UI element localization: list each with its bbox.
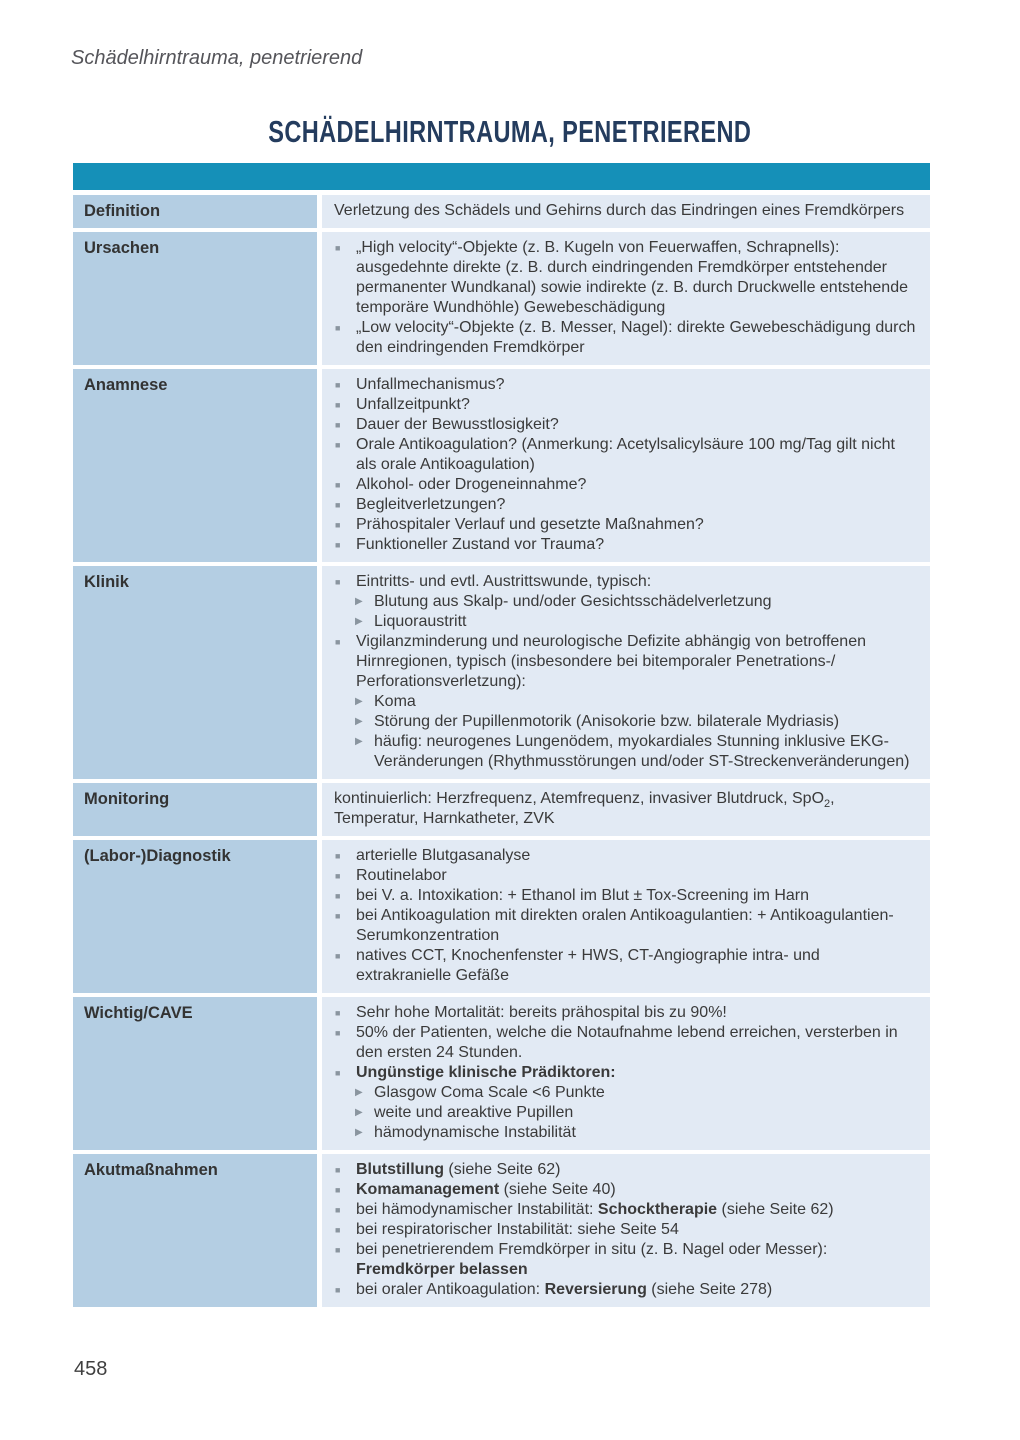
- item-text: [356, 846, 916, 866]
- row-content: [322, 783, 930, 836]
- item-text: [374, 612, 916, 632]
- text-run: arterielle Blutgasanalyse: [356, 847, 531, 864]
- triangle-bullet-icon: ▶: [355, 1107, 363, 1118]
- text-run: (siehe Seite 62): [443, 1161, 561, 1178]
- running-header: Schädelhirntrauma, penetrierend: [71, 47, 363, 69]
- bullet-item: [334, 1180, 916, 1200]
- sub-bullet-item: [355, 1083, 916, 1103]
- bullet-item: [334, 435, 916, 475]
- table-header-bar: [73, 163, 930, 190]
- table-row: [73, 195, 930, 228]
- text-run: bei hämodynamischer Instabilität:: [356, 1201, 598, 1218]
- item-text: [356, 475, 916, 495]
- table-row: [73, 840, 930, 993]
- square-bullet-icon: ■: [335, 380, 341, 390]
- item-text: [334, 201, 916, 221]
- bullet-item: [334, 1240, 916, 1280]
- bullet-item: [334, 1200, 916, 1220]
- text-run: Orale Antikoagulation? (Anmerkung: Acetylsalicylsäure 100 mg/Tag gilt nicht als orale Antikoagulation): [356, 436, 895, 473]
- item-text: [356, 238, 916, 318]
- item-text: [356, 1003, 916, 1023]
- square-bullet-icon: ■: [335, 951, 341, 961]
- row-content: [322, 566, 930, 779]
- item-text: [356, 866, 916, 886]
- text-run: bei oraler Antikoagulation:: [356, 1281, 545, 1298]
- square-bullet-icon: ■: [335, 323, 341, 333]
- bullet-item: [334, 515, 916, 535]
- bullet-item: [334, 1063, 916, 1083]
- bullet-item: [334, 866, 916, 886]
- bullet-item: [334, 395, 916, 415]
- table-row: [73, 566, 930, 779]
- text-run: Vigilanzminderung und neurologische Defizite abhängig von betroffenen Hirnregionen, typisch (insbesondere bei bitemporaler Penetrations-/ Perforationsverletzung):: [356, 633, 866, 690]
- item-text: [374, 1103, 916, 1123]
- text-line: [334, 201, 916, 221]
- text-run: bei penetrierendem Fremdkörper in situ (z. B. Nagel oder Messer):: [356, 1241, 828, 1258]
- text-run: , Temperatur, Harnkatheter, ZVK: [334, 790, 835, 827]
- triangle-bullet-icon: ▶: [355, 596, 363, 607]
- table-row: [73, 1154, 930, 1307]
- item-text: [356, 572, 916, 592]
- square-bullet-icon: ■: [335, 480, 341, 490]
- item-text: [374, 692, 916, 712]
- bullet-item: [334, 886, 916, 906]
- row-label: (Labor-)Diagnostik: [73, 840, 317, 993]
- square-bullet-icon: ■: [335, 420, 341, 430]
- text-run: Glasgow Coma Scale <6 Punkte: [374, 1084, 605, 1101]
- text-run: (siehe Seite 40): [499, 1181, 616, 1198]
- square-bullet-icon: ■: [335, 540, 341, 550]
- square-bullet-icon: ■: [335, 243, 341, 253]
- item-text: [356, 415, 916, 435]
- triangle-bullet-icon: ▶: [355, 1127, 363, 1138]
- info-table: [73, 163, 930, 1311]
- text-run: Unfallmechanismus?: [356, 376, 505, 393]
- row-content: [322, 195, 930, 228]
- text-run: Eintritts- und evtl. Austrittswunde, typisch:: [356, 573, 652, 590]
- row-content: [322, 1154, 930, 1307]
- text-run: kontinuierlich: Herzfrequenz, Atemfrequenz, invasiver Blutdruck, SpO: [334, 790, 825, 807]
- text-run: Koma: [374, 693, 416, 710]
- square-bullet-icon: ■: [335, 1008, 341, 1018]
- page-title-text: SCHÄDELHIRNTRAUMA, PENETRIEREND: [268, 114, 752, 149]
- bullet-item: [334, 495, 916, 515]
- text-run: Alkohol- oder Drogeneinnahme?: [356, 476, 587, 493]
- item-text: [374, 1123, 916, 1143]
- row-label: Akutmaßnahmen: [73, 1154, 317, 1307]
- text-run: 50% der Patienten, welche die Notaufnahme lebend erreichen, versterben in den ersten 24 Stunden.: [356, 1024, 898, 1061]
- item-text: [356, 1200, 916, 1220]
- item-text: [356, 375, 916, 395]
- text-run: Liquoraustritt: [374, 613, 467, 630]
- item-text: [356, 1180, 916, 1200]
- page-number: 458: [74, 1358, 108, 1380]
- bullet-item: [334, 535, 916, 555]
- item-text: [374, 712, 916, 732]
- bullet-item: [334, 238, 916, 318]
- text-run: Unfallzeitpunkt?: [356, 396, 470, 413]
- text-run: bei V. a. Intoxikation: + Ethanol im Blut ± Tox-Screening im Harn: [356, 887, 810, 904]
- text-run: Verletzung des Schädels und Gehirns durch das Eindringen eines Fremdkörpers: [334, 202, 905, 219]
- square-bullet-icon: ■: [335, 1028, 341, 1038]
- text-run: weite und areaktive Pupillen: [374, 1104, 574, 1121]
- square-bullet-icon: ■: [335, 891, 341, 901]
- text-run: Blutstillung: [356, 1161, 444, 1178]
- row-content: [322, 369, 930, 562]
- item-text: [356, 1220, 916, 1240]
- row-label: Definition: [73, 195, 317, 228]
- row-content: [322, 997, 930, 1150]
- sub-bullet-item: [355, 1103, 916, 1123]
- row-content: [322, 232, 930, 365]
- table-row: [73, 369, 930, 562]
- square-bullet-icon: ■: [335, 400, 341, 410]
- text-run: Reversierung: [544, 1281, 647, 1298]
- item-text: [356, 1023, 916, 1063]
- bullet-item: [334, 846, 916, 866]
- row-content: [322, 840, 930, 993]
- text-run: Blutung aus Skalp- und/oder Gesichtsschädelverletzung: [374, 593, 772, 610]
- square-bullet-icon: ■: [335, 1225, 341, 1235]
- sub-bullet-item: [355, 712, 916, 732]
- square-bullet-icon: ■: [335, 1068, 341, 1078]
- text-run: (siehe Seite 278): [646, 1281, 773, 1298]
- bullet-item: [334, 632, 916, 692]
- square-bullet-icon: ■: [335, 1185, 341, 1195]
- item-text: [334, 789, 916, 829]
- text-line: [334, 789, 916, 829]
- item-text: [356, 1280, 916, 1300]
- square-bullet-icon: ■: [335, 440, 341, 450]
- sub-bullet-item: [355, 612, 916, 632]
- sub-bullet-item: [355, 692, 916, 712]
- item-text: [356, 395, 916, 415]
- sub-bullet-item: [355, 592, 916, 612]
- page-title: [0, 113, 1020, 150]
- bullet-item: [334, 1220, 916, 1240]
- bullet-item: [334, 1160, 916, 1180]
- table-row: [73, 783, 930, 836]
- sub-bullet-item: [355, 1123, 916, 1143]
- text-run: Komamanagement: [356, 1181, 500, 1198]
- square-bullet-icon: ■: [335, 1205, 341, 1215]
- bullet-item: [334, 906, 916, 946]
- item-text: [356, 1240, 916, 1280]
- text-run: bei respiratorischer Instabilität: siehe Seite 54: [356, 1221, 679, 1238]
- text-run: Routinelabor: [356, 867, 447, 884]
- bullet-item: [334, 1280, 916, 1300]
- text-run: Fremdkörper belassen: [356, 1261, 528, 1278]
- bullet-item: [334, 946, 916, 986]
- text-run: Funktioneller Zustand vor Trauma?: [356, 536, 605, 553]
- triangle-bullet-icon: ▶: [355, 616, 363, 627]
- item-text: [356, 946, 916, 986]
- square-bullet-icon: ■: [335, 911, 341, 921]
- item-text: [356, 318, 916, 358]
- text-run: (siehe Seite 62): [717, 1201, 834, 1218]
- square-bullet-icon: ■: [335, 520, 341, 530]
- item-text: [356, 1063, 916, 1083]
- row-label: Anamnese: [73, 369, 317, 562]
- item-text: [356, 906, 916, 946]
- sub-bullet-item: [355, 732, 916, 772]
- bullet-item: [334, 415, 916, 435]
- bullet-item: [334, 375, 916, 395]
- bullet-item: [334, 572, 916, 592]
- square-bullet-icon: ■: [335, 1165, 341, 1175]
- square-bullet-icon: ■: [335, 851, 341, 861]
- row-label: Ursachen: [73, 232, 317, 365]
- item-text: [356, 515, 916, 535]
- square-bullet-icon: ■: [335, 500, 341, 510]
- text-run: Störung der Pupillenmotorik (Anisokorie bzw. bilaterale Mydriasis): [374, 713, 840, 730]
- square-bullet-icon: ■: [335, 1245, 341, 1255]
- bullet-item: [334, 1023, 916, 1063]
- item-text: [356, 495, 916, 515]
- item-text: [356, 435, 916, 475]
- text-run: häufig: neurogenes Lungenödem, myokardiales Stunning inklusive EKG-Veränderungen (Rhythmusstörungen und/oder ST-Streckenveränderungen): [374, 733, 910, 770]
- item-text: [374, 732, 916, 772]
- bullet-item: [334, 1003, 916, 1023]
- text-run: Schocktherapie: [597, 1201, 718, 1218]
- text-run: Sehr hohe Mortalität: bereits prähospital bis zu 90%!: [356, 1004, 727, 1021]
- text-run: „High velocity“-Objekte (z. B. Kugeln von Feuerwaffen, Schrapnells): ausgedehnte direkte (z. B. durch eindringenden Fremdkörper entstehender permanenter Wundkanal) sowie indirekte (z. B. durch Druckwelle entstehende temporäre Wundhöhle) Gewebeschädigung: [356, 239, 908, 316]
- item-text: [356, 886, 916, 906]
- item-text: [356, 535, 916, 555]
- square-bullet-icon: ■: [335, 871, 341, 881]
- text-run: natives CCT, Knochenfenster + HWS, CT-Angiographie intra- und extrakranielle Gefäße: [356, 947, 820, 984]
- row-label: Monitoring: [73, 783, 317, 836]
- triangle-bullet-icon: ▶: [355, 716, 363, 727]
- triangle-bullet-icon: ▶: [355, 696, 363, 707]
- item-text: [374, 1083, 916, 1103]
- text-run: Ungünstige klinische Prädiktoren:: [356, 1064, 616, 1081]
- bullet-item: [334, 475, 916, 495]
- table-row: [73, 997, 930, 1150]
- square-bullet-icon: ■: [335, 637, 341, 647]
- square-bullet-icon: ■: [335, 577, 341, 587]
- triangle-bullet-icon: ▶: [355, 736, 363, 747]
- text-run: „Low velocity“-Objekte (z. B. Messer, Nagel): direkte Gewebeschädigung durch den eindringenden Fremdkörper: [356, 319, 916, 356]
- row-label: Klinik: [73, 566, 317, 779]
- row-label: Wichtig/CAVE: [73, 997, 317, 1150]
- text-run: Begleitverletzungen?: [356, 496, 506, 513]
- item-text: [356, 632, 916, 692]
- text-run: hämodynamische Instabilität: [374, 1124, 576, 1141]
- text-run: Prähospitaler Verlauf und gesetzte Maßnahmen?: [356, 516, 704, 533]
- item-text: [374, 592, 916, 612]
- triangle-bullet-icon: ▶: [355, 1087, 363, 1098]
- item-text: [356, 1160, 916, 1180]
- bullet-item: [334, 318, 916, 358]
- text-run: bei Antikoagulation mit direkten oralen Antikoagulantien: + Antikoagulantien-Serumkonzentration: [356, 907, 894, 944]
- table-row: [73, 232, 930, 365]
- text-run: 2: [824, 798, 831, 811]
- table-rows: [73, 195, 930, 1307]
- text-run: Dauer der Bewusstlosigkeit?: [356, 416, 559, 433]
- square-bullet-icon: ■: [335, 1285, 341, 1295]
